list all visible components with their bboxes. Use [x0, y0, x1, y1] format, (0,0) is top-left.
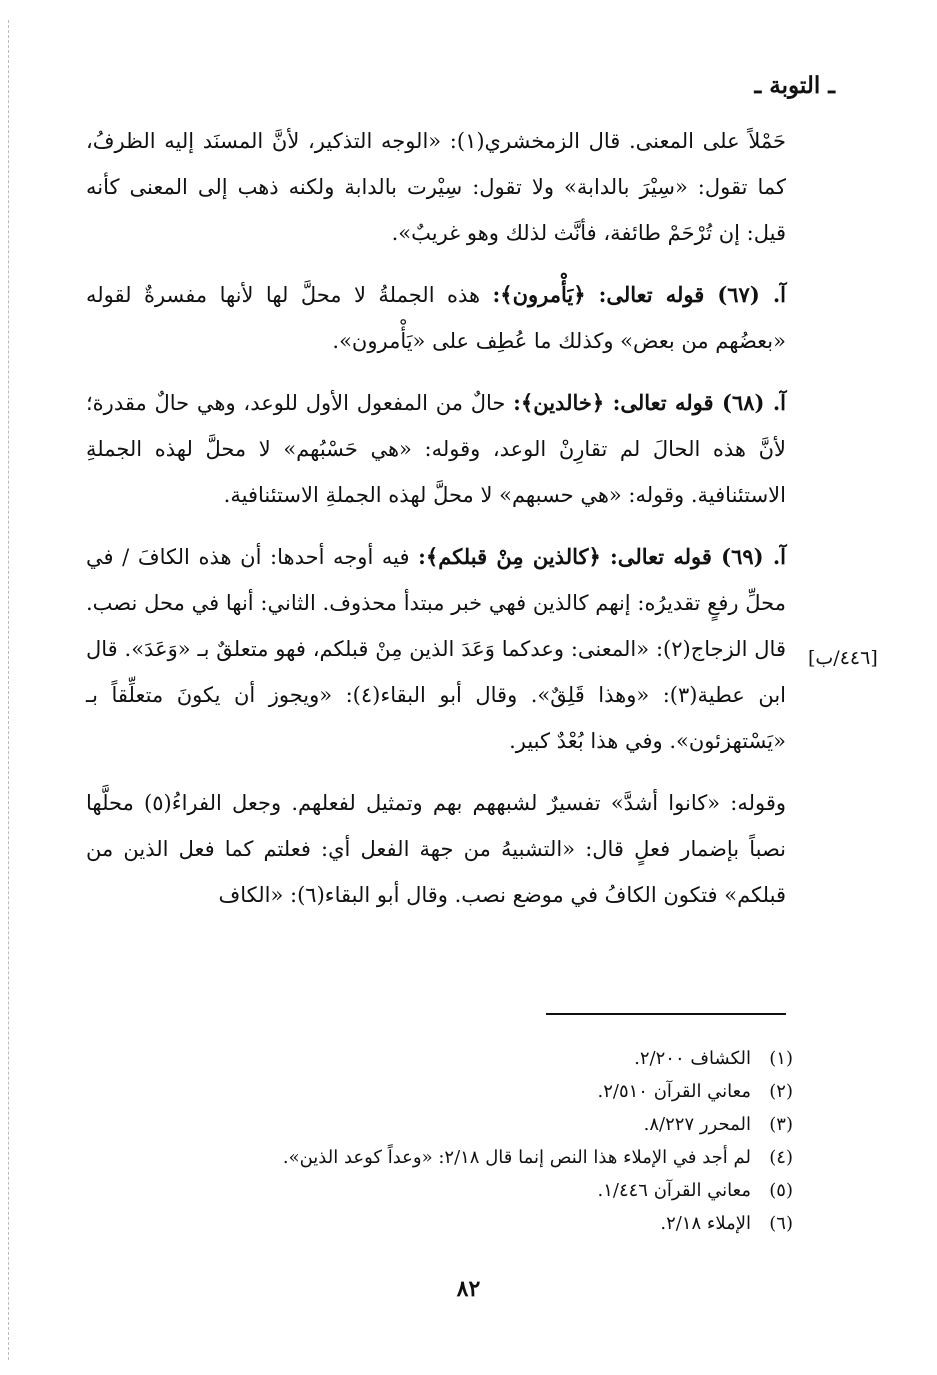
paragraph-verse-67 — [86, 272, 786, 364]
paragraph-continuation — [86, 780, 786, 918]
verse-heading: آ. (٦٩) قوله تعالى: ﴿كالذين مِنْ قبلكم﴾: — [418, 544, 786, 569]
footnote-separator — [546, 1013, 786, 1015]
footnote-text: لم أجد في الإملاء هذا النص إنما قال ٢/١٨: «وعداً كوعد الذين». — [282, 1147, 751, 1168]
paragraph-verse-68 — [86, 380, 786, 518]
paragraph-text: حَمْلاً على المعنى. قال الزمخشري(١): «الوجه التذكير، لأنَّ المسنَد إليه الظرفُ، كما تقول: «سِيْرَ بالدابة» ولا تقول: سِيْرت بالدابة ولكنه ذهب إلى المعنى كأنه قيل: إن تُرْحَمْ طائفة، فأنَّث لذلك وهو غريبٌ». — [86, 129, 786, 245]
paragraph-text: وقوله: «كانوا أشدَّ» تفسيرٌ لشبههم بهم وتمثيل لفعلهم. وجعل الفراءُ(٥) محلَّها نصباً بإضمار فعلٍ قال: «التشبيهُ من جهة الفعل أي: فعلتم كما فعل الذين من قبلكم» فتكون الكافُ في موضع نصب. وقال أبو البقاء(٦): «الكاف — [86, 791, 787, 907]
page-header: ـ التوبة ـ — [754, 72, 835, 99]
paragraph-text: فيه أوجه أحدها: أن هذه الكافَ / في محلِّ رفعٍ تقديرُه: إنهم كالذين فهي خبر مبتدأ محذوف. الثاني: أنها في محل نصب. قال الزجاج(٢): «المعنى: وعدكما وَعَدَ الذين مِنْ قبلكم، فهو متعلقٌ بـ «وَعَدَ». قال ابن عطية(٣): «وهذا قَلِقٌ». وقال أبو البقاء(٤): «ويجوز أن يكونَ متعلِّقاً بـ «يَسْتهزئون». وفي هذا بُعْدٌ كبير. — [86, 545, 787, 753]
verse-heading: آ. (٦٧) قوله تعالى: ﴿يَأْمرون﴾: — [492, 282, 786, 307]
footnote-number: (٥) — [769, 1180, 793, 1201]
footnote-number: (٢) — [769, 1081, 793, 1102]
footnote-number: (٣) — [769, 1114, 793, 1135]
main-text — [86, 118, 786, 928]
page-number: ٨٢ — [456, 1276, 481, 1302]
footnote-item — [93, 1207, 793, 1240]
footnote-item — [93, 1075, 793, 1108]
footnote-item — [93, 1174, 793, 1207]
footnote-number: (٦) — [769, 1213, 793, 1234]
footnote-item — [93, 1108, 793, 1141]
footnote-number: (١) — [769, 1048, 793, 1069]
footnote-item — [93, 1042, 793, 1075]
footnote-text: المحرر ٨/٢٢٧. — [643, 1114, 751, 1135]
footnote-number: (٤) — [769, 1147, 793, 1168]
footnote-text: الإملاء ٢/١٨. — [660, 1213, 751, 1234]
verse-heading: آ. (٦٨) قوله تعالى: ﴿خالدين﴾: — [513, 390, 786, 415]
paragraph-intro — [86, 118, 786, 256]
paragraph-verse-69 — [86, 534, 786, 764]
footnote-text: الكشاف ٢/٢٠٠. — [634, 1048, 751, 1069]
footnote-text: معاني القرآن ٢/٥١٠. — [597, 1081, 751, 1102]
manuscript-folio-marker: [٤٤٦/ب] — [808, 647, 878, 669]
footnotes-list — [93, 1042, 793, 1240]
paragraph-text: هذه الجملةُ لا محلَّ لها لأنها مفسرةٌ لقوله «بعضُهم من بعض» وكذلك ما عُطِف على «يَأْمرون». — [86, 283, 786, 353]
footnote-item — [93, 1141, 793, 1174]
scan-edge-line — [8, 20, 9, 1360]
footnote-text: معاني القرآن ١/٤٤٦. — [597, 1180, 751, 1201]
paragraph-text: حالٌ من المفعول الأول للوعد، وهي حالٌ مقدرة؛ لأنَّ هذه الحالَ لم تقارِنْ الوعد، وقوله: «هي حَسْبُهم» لا محلَّ لهذه الجملةِ الاستئنافية. وقوله: «هي حسبهم» لا محلَّ لهذه الجملةِ الاستئنافية. — [86, 391, 786, 507]
